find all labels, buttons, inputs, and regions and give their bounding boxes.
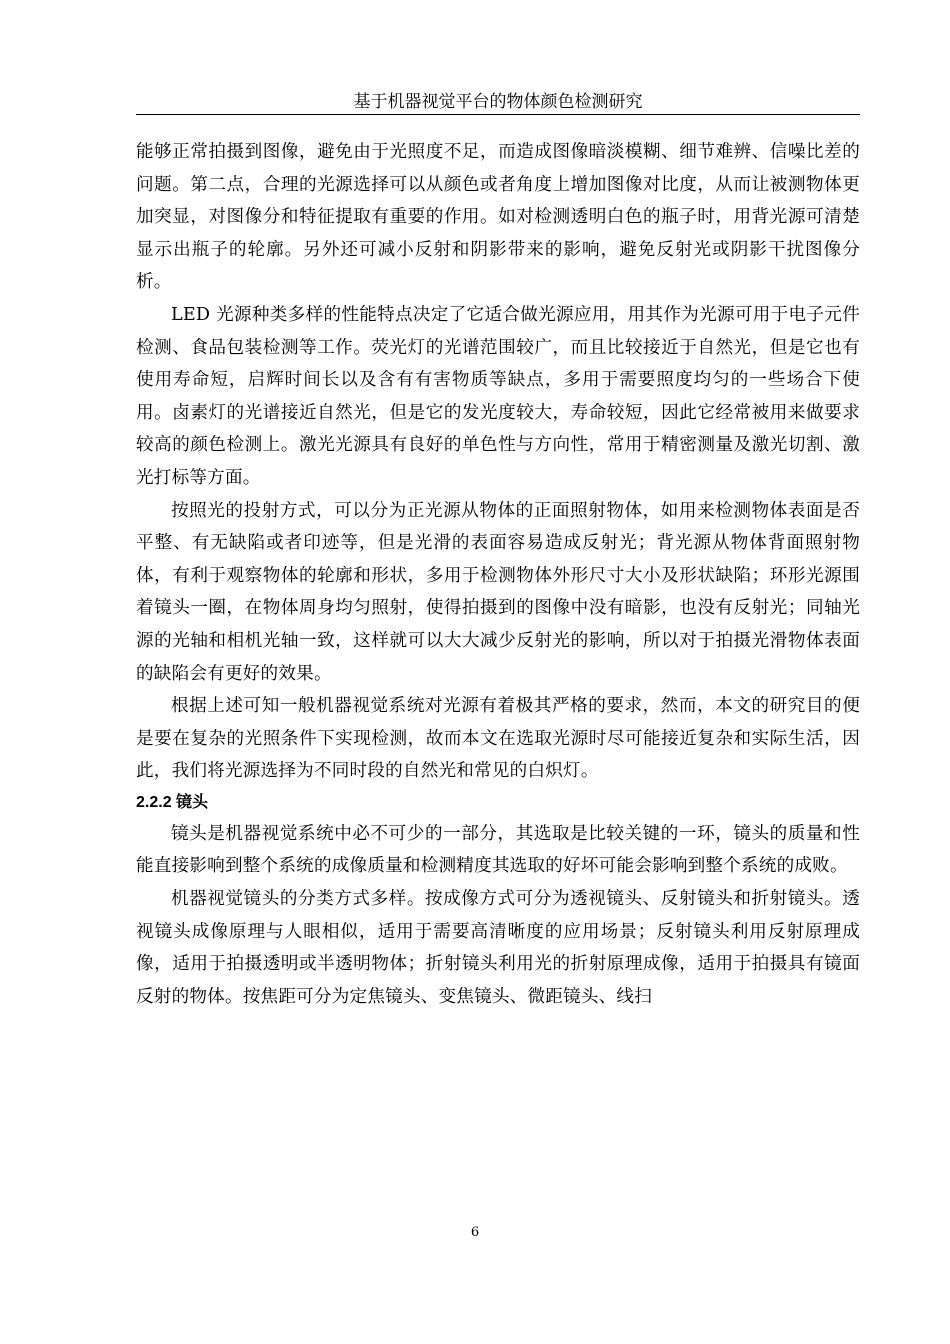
page-header	[136, 90, 860, 115]
paragraph-lens-classification: 机器视觉镜头的分类方式多样。按成像方式可分为透视镜头、反射镜头和折射镜头。透视镜头成像原理与人眼相似，适用于需要高清晰度的应用场景；反射镜头利用反射原理成像，适用于拍摄透明或半透明物体；折射镜头利用光的折射原理成像，适用于拍摄具有镜面反射的物体。按焦距可分为定焦镜头、变焦镜头、微距镜头、线扫	[136, 889, 860, 1007]
page-number: 6	[470, 1225, 480, 1240]
paragraph-light-source-purpose: 能够正常拍摄到图像，避免由于光照度不足，而造成图像暗淡模糊、细节难辨、信噪比差的问题。第二点，合理的光源选择可以从颜色或者角度上增加图像对比度，从而让被测物体更加突显，对图像分和特征提取有重要的作用。如对检测透明白色的瓶子时，用背光源可清楚显示出瓶子的轮廓。另外还可减小反射和阴影带来的影响，避免反射光或阴影干扰图像分析。	[136, 142, 860, 293]
paragraph-illumination-modes: 按照光的投射方式，可以分为正光源从物体的正面照射物体，如用来检测物体表面是否平整、有无缺陷或者印迹等，但是光滑的表面容易造成反射光；背光源从物体背面照射物体，有利于观察物体的轮廓和形状，多用于检测物体外形尺寸大小及形状缺陷；环形光源围着镜头一圈，在物体周身均匀照射，使得拍摄到的图像中没有暗影，也没有反射光；同轴光源的光轴和相机光轴一致，这样就可以大大减少反射光的影响，所以对于拍摄光滑物体表面的缺陷会有更好的效果。	[136, 500, 860, 684]
paragraph-light-source-choice: 根据上述可知一般机器视觉系统对光源有着极其严格的要求，然而，本文的研究目的便是要在复杂的光照条件下实现检测，故而本文在选取光源时尽可能接近复杂和实际生活，因此，我们将光源选择为不同时段的自然光和常见的白炽灯。	[136, 696, 860, 782]
running-title: 基于机器视觉平台的物体颜色检测研究	[353, 92, 643, 112]
paragraph-light-source-types: LED 光源种类多样的性能特点决定了它适合做光源应用，用其作为光源可用于电子元件检测、食品包装检测等工作。荧光灯的光谱范围较广，而且比较接近于自然光，但是它也有使用寿命短，启辉时间长以及含有有害物质等缺点，多用于需要照度均匀的一些场合下使用。卤素灯的光谱接近自然光，但是它的发光度较大，寿命较短，因此它经常被用来做要求较高的颜色检测上。激光光源具有良好的单色性与方向性，常用于精密测量及激光切割、激光打标等方面。	[136, 304, 860, 488]
section-heading-lens: 2.2.2 镜头	[136, 793, 209, 811]
document-body	[136, 136, 860, 1013]
paragraph-lens-importance: 镜头是机器视觉系统中必不可少的一部分，其选取是比较关键的一环，镜头的质量和性能直接影响到整个系统的成像质量和检测精度其选取的好坏可能会影响到整个系统的成败。	[136, 823, 860, 877]
